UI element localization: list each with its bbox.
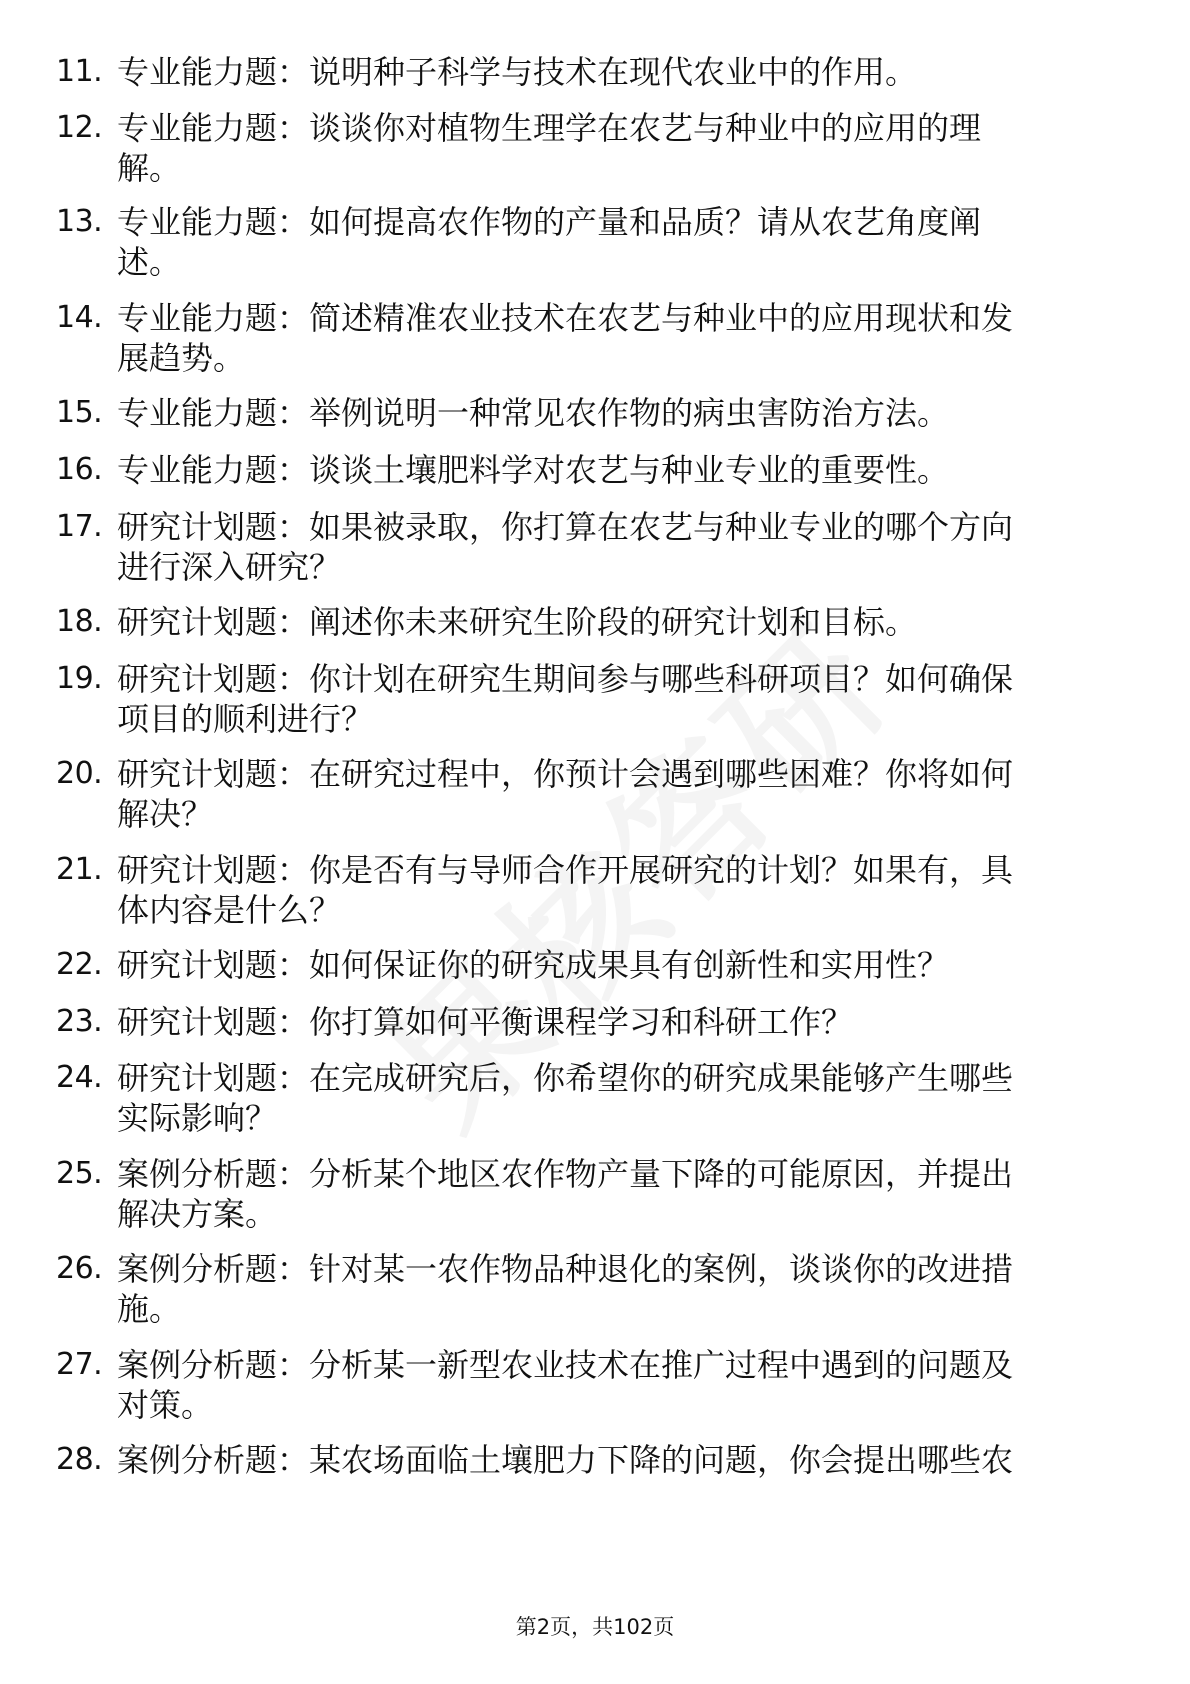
item-number: 22. (56, 947, 103, 982)
item-number: 21. (56, 852, 103, 887)
item-text: 研究计划题：你是否有与导师合作开展研究的计划？如果有，具体内容是什么？ (117, 851, 1014, 929)
item-number: 20. (56, 756, 103, 791)
item-number: 17. (56, 509, 103, 544)
item-number: 12. (56, 110, 103, 145)
item-number: 18. (56, 604, 103, 639)
item-text: 专业能力题：谈谈你对植物生理学在农艺与种业中的应用的理解。 (117, 109, 982, 187)
page-footer: 第2页，共102页 (515, 1615, 675, 1639)
item-number: 11. (56, 54, 103, 89)
item-number: 13. (56, 204, 103, 239)
item-text: 研究计划题：在研究过程中，你预计会遇到哪些困难？你将如何解决？ (117, 755, 1014, 833)
item-text: 案例分析题：分析某一新型农业技术在推广过程中遇到的问题及对策。 (117, 1346, 1014, 1424)
item-text: 案例分析题：某农场面临土壤肥力下降的问题，你会提出哪些农 (117, 1441, 1014, 1479)
item-number: 26. (56, 1251, 103, 1286)
item-number: 14. (56, 300, 103, 335)
item-text: 研究计划题：如何保证你的研究成果具有创新性和实用性？ (117, 946, 950, 984)
item-number: 23. (56, 1004, 103, 1039)
item-number: 25. (56, 1156, 103, 1191)
item-text: 专业能力题：如何提高农作物的产量和品质？请从农艺角度阐述。 (117, 203, 982, 281)
item-text: 研究计划题：如果被录取，你打算在农艺与种业专业的哪个方向进行深入研究？ (117, 508, 1014, 586)
item-number: 27. (56, 1347, 103, 1382)
item-text: 专业能力题：举例说明一种常见农作物的病虫害防治方法。 (117, 394, 950, 432)
item-text: 专业能力题：说明种子科学与技术在现代农业中的作用。 (117, 53, 918, 91)
item-number: 16. (56, 452, 103, 487)
item-text: 专业能力题：谈谈土壤肥料学对农艺与种业专业的重要性。 (117, 451, 950, 489)
item-text: 研究计划题：你计划在研究生期间参与哪些科研项目？如何确保项目的顺利进行？ (117, 660, 1014, 738)
item-text: 案例分析题：分析某个地区农作物产量下降的可能原因，并提出解决方案。 (117, 1155, 1014, 1233)
item-text: 专业能力题：简述精准农业技术在农艺与种业中的应用现状和发展趋势。 (117, 299, 1014, 377)
item-text: 研究计划题：在完成研究后，你希望你的研究成果能够产生哪些实际影响？ (117, 1059, 1014, 1137)
item-number: 24. (56, 1060, 103, 1095)
item-text: 研究计划题：你打算如何平衡课程学习和科研工作？ (117, 1003, 854, 1041)
item-number: 15. (56, 395, 103, 430)
item-number: 19. (56, 661, 103, 696)
item-text: 研究计划题：阐述你未来研究生阶段的研究计划和目标。 (117, 603, 918, 641)
item-number: 28. (56, 1442, 103, 1477)
item-text: 案例分析题：针对某一农作物品种退化的案例，谈谈你的改进措施。 (117, 1250, 1014, 1328)
